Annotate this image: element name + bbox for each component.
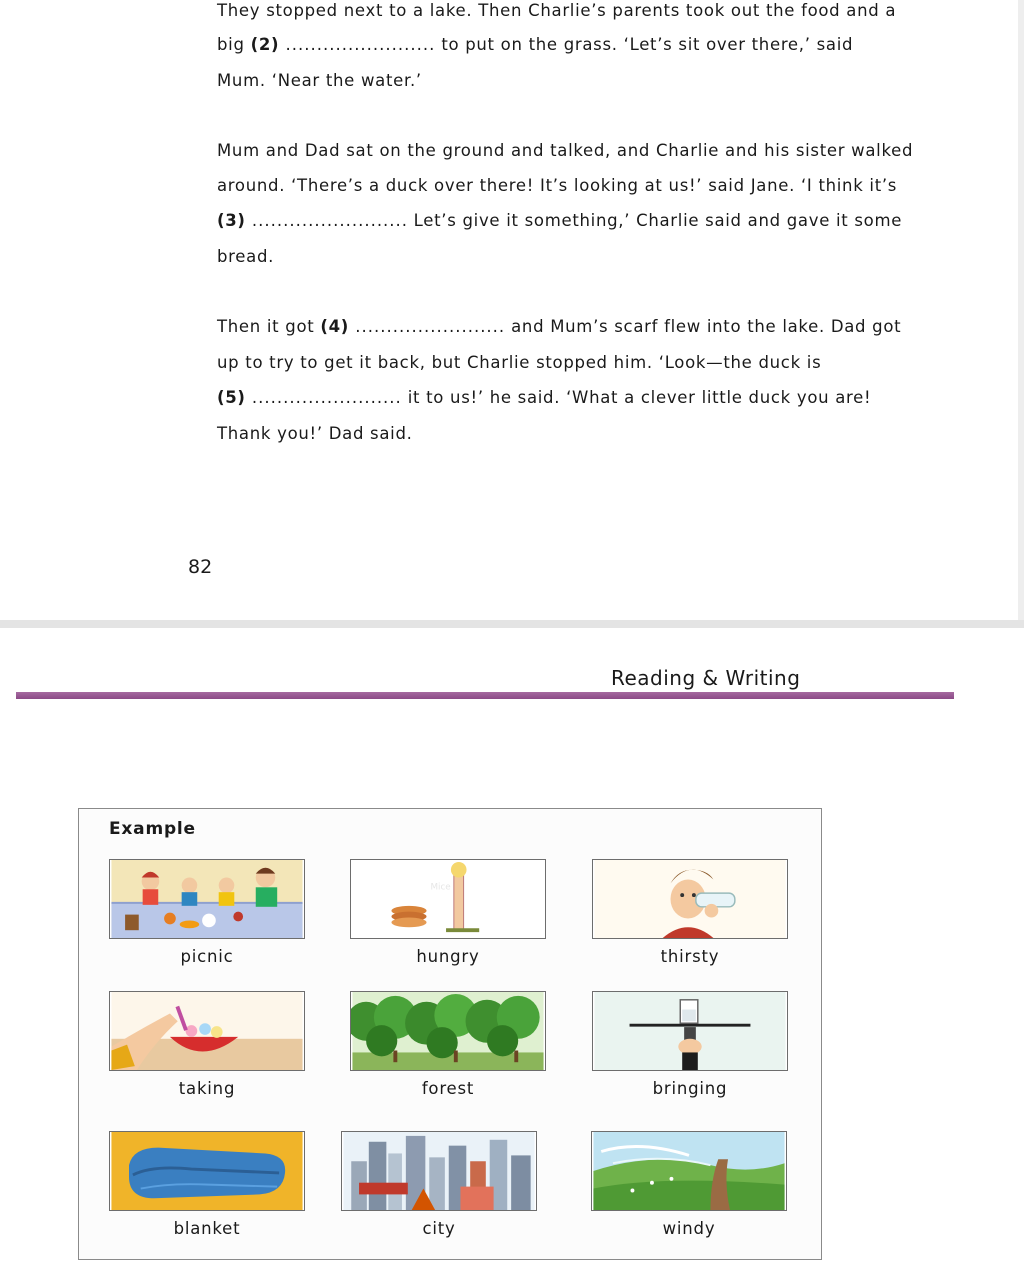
- word-caption: city: [422, 1219, 456, 1238]
- gap-number-2: (2): [250, 35, 280, 54]
- answer-blank-5[interactable]: ........................: [245, 388, 402, 407]
- picnic-icon: [109, 859, 305, 939]
- story-line: around. ‘There’s a duck over there! It’s looking at us!’ said Jane. ‘I think it’s: [217, 176, 898, 195]
- story-line: Then it got (4) ........................ and Mum’s scarf flew into the lake. Dad got: [217, 317, 902, 336]
- word-caption: forest: [421, 1079, 475, 1098]
- gap-number-4: (4): [320, 317, 350, 336]
- story-line: up to try to get it back, but Charlie stopped him. ‘Look—the duck is: [217, 353, 822, 372]
- vocabulary-page: [0, 628, 1024, 1280]
- story-line: bread.: [217, 247, 275, 266]
- word-caption: windy: [662, 1219, 716, 1238]
- word-caption: bringing: [652, 1079, 728, 1098]
- page-number: 82: [188, 556, 213, 578]
- gap-number-5: (5): [217, 388, 246, 407]
- story-line: (5) ........................ it to us!’ he said. ‘What a clever little duck you are!: [217, 388, 872, 407]
- thirsty-icon: [592, 859, 788, 939]
- story-line: big (2) ........................ to put on the grass. ‘Let’s sit over there,’ said: [217, 35, 854, 54]
- story-line: Thank you!’ Dad said.: [217, 424, 413, 443]
- hungry-icon: [350, 859, 546, 939]
- word-caption: picnic: [180, 947, 234, 966]
- story-line: Mum and Dad sat on the ground and talked, and Charlie and his sister walked: [217, 141, 914, 160]
- word-caption: hungry: [416, 947, 480, 966]
- story-line: Mum. ‘Near the water.’: [217, 71, 422, 90]
- example-label: Example: [109, 819, 196, 839]
- example-box: [78, 808, 822, 1260]
- word-caption: thirsty: [660, 947, 720, 966]
- answer-blank-2[interactable]: ........................: [279, 35, 436, 54]
- section-divider: [16, 692, 954, 699]
- bringing-icon: [592, 991, 788, 1071]
- word-caption: blanket: [173, 1219, 241, 1238]
- story-line: They stopped next to a lake. Then Charlie’s parents took out the food and a: [217, 1, 897, 20]
- svg-text:Mice: Mice: [430, 882, 451, 893]
- story-line: (3) ......................... Let’s give it something,’ Charlie said and gave it some: [217, 211, 903, 230]
- word-caption: taking: [178, 1079, 236, 1098]
- taking-icon: [109, 991, 305, 1071]
- forest-icon: [350, 991, 546, 1071]
- city-icon: [341, 1131, 537, 1211]
- blanket-icon: [109, 1131, 305, 1211]
- story-page: [0, 0, 1024, 620]
- answer-blank-3[interactable]: ........................: [245, 211, 402, 230]
- answer-blank-4[interactable]: ........................: [349, 317, 506, 336]
- windy-icon: [591, 1131, 787, 1211]
- gap-number-3: (3): [217, 211, 246, 230]
- section-title: Reading & Writing: [611, 666, 801, 690]
